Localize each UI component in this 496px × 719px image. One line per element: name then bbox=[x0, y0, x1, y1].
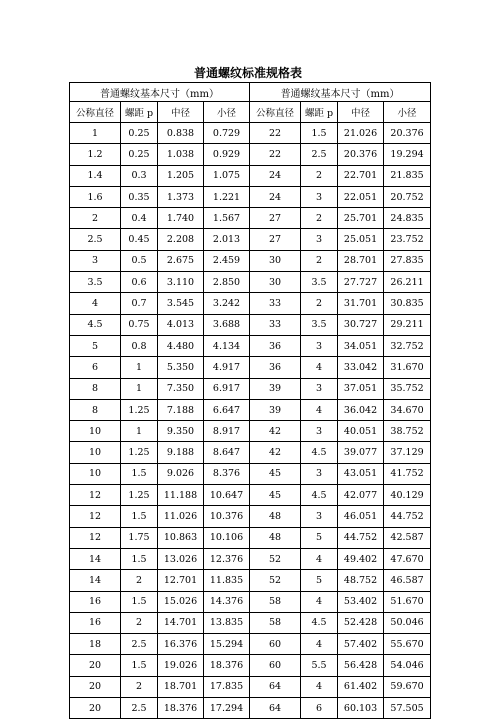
table-cell: 60.103 bbox=[338, 698, 384, 719]
table-cell: 52 bbox=[250, 570, 301, 591]
table-cell: 2 bbox=[121, 676, 158, 697]
table-cell: 33.042 bbox=[338, 357, 384, 378]
table-cell: 61.402 bbox=[338, 676, 384, 697]
table-cell: 3 bbox=[301, 229, 338, 250]
table-cell: 58 bbox=[250, 612, 301, 633]
table-cell: 1 bbox=[121, 357, 158, 378]
table-row bbox=[70, 123, 431, 144]
table-cell: 3.545 bbox=[158, 293, 204, 314]
table-row bbox=[70, 421, 431, 442]
table-cell: 4 bbox=[301, 591, 338, 612]
table-cell: 14 bbox=[70, 548, 121, 569]
table-cell: 1.038 bbox=[158, 144, 204, 165]
table-cell: 45 bbox=[250, 463, 301, 484]
table-cell: 1.5 bbox=[121, 655, 158, 676]
table-cell: 2.5 bbox=[301, 144, 338, 165]
table-row bbox=[70, 229, 431, 250]
column-header: 公称直径 bbox=[70, 102, 121, 123]
table-cell: 1.25 bbox=[121, 442, 158, 463]
table-cell: 0.4 bbox=[121, 208, 158, 229]
column-header: 小径 bbox=[384, 102, 431, 123]
table-row bbox=[70, 272, 431, 293]
table-cell: 2.5 bbox=[121, 634, 158, 655]
table-cell: 22.051 bbox=[338, 186, 384, 207]
table-cell: 25.701 bbox=[338, 208, 384, 229]
table-cell: 30.835 bbox=[384, 293, 431, 314]
table-cell: 7.350 bbox=[158, 378, 204, 399]
table-cell: 13.835 bbox=[204, 612, 250, 633]
table-row bbox=[70, 357, 431, 378]
table-cell: 54.046 bbox=[384, 655, 431, 676]
table-row bbox=[70, 698, 431, 719]
column-header-row bbox=[70, 102, 431, 123]
table-row bbox=[70, 314, 431, 335]
table-cell: 46.587 bbox=[384, 570, 431, 591]
table-cell: 17.294 bbox=[204, 698, 250, 719]
table-cell: 20 bbox=[70, 655, 121, 676]
table-cell: 0.838 bbox=[158, 123, 204, 144]
table-cell: 1 bbox=[70, 123, 121, 144]
table-cell: 16 bbox=[70, 591, 121, 612]
table-cell: 1.5 bbox=[121, 463, 158, 484]
table-cell: 8 bbox=[70, 399, 121, 420]
table-cell: 3 bbox=[301, 506, 338, 527]
table-cell: 1.075 bbox=[204, 165, 250, 186]
table-cell: 2.5 bbox=[70, 229, 121, 250]
table-cell: 1.4 bbox=[70, 165, 121, 186]
table-cell: 64 bbox=[250, 698, 301, 719]
table-cell: 1.5 bbox=[121, 591, 158, 612]
table-cell: 10 bbox=[70, 421, 121, 442]
table-cell: 3 bbox=[301, 186, 338, 207]
table-cell: 36.042 bbox=[338, 399, 384, 420]
table-cell: 2.013 bbox=[204, 229, 250, 250]
column-header: 公称直径 bbox=[250, 102, 301, 123]
table-row bbox=[70, 548, 431, 569]
table-cell: 18.701 bbox=[158, 676, 204, 697]
table-row bbox=[70, 165, 431, 186]
table-cell: 3 bbox=[301, 378, 338, 399]
table-cell: 3 bbox=[301, 421, 338, 442]
table-cell: 45 bbox=[250, 485, 301, 506]
table-cell: 18.376 bbox=[158, 698, 204, 719]
table-cell: 48 bbox=[250, 506, 301, 527]
table-cell: 1.205 bbox=[158, 165, 204, 186]
table-cell: 2 bbox=[301, 165, 338, 186]
table-cell: 5.350 bbox=[158, 357, 204, 378]
column-header: 小径 bbox=[204, 102, 250, 123]
table-cell: 1.2 bbox=[70, 144, 121, 165]
table-cell: 8.647 bbox=[204, 442, 250, 463]
table-cell: 20 bbox=[70, 698, 121, 719]
table-cell: 10 bbox=[70, 463, 121, 484]
table-cell: 18.376 bbox=[204, 655, 250, 676]
table-cell: 1.5 bbox=[121, 548, 158, 569]
table-cell: 8.917 bbox=[204, 421, 250, 442]
table-cell: 20 bbox=[70, 676, 121, 697]
table-cell: 4.5 bbox=[70, 314, 121, 335]
table-cell: 12 bbox=[70, 527, 121, 548]
table-cell: 22.701 bbox=[338, 165, 384, 186]
table-cell: 10.647 bbox=[204, 485, 250, 506]
table-cell: 18 bbox=[70, 634, 121, 655]
table-row bbox=[70, 527, 431, 548]
table-cell: 28.701 bbox=[338, 250, 384, 271]
table-cell: 2.208 bbox=[158, 229, 204, 250]
table-cell: 0.25 bbox=[121, 144, 158, 165]
table-cell: 0.6 bbox=[121, 272, 158, 293]
table-cell: 1.25 bbox=[121, 485, 158, 506]
page-title: 普通螺纹标准规格表 bbox=[193, 66, 302, 80]
table-cell: 0.75 bbox=[121, 314, 158, 335]
table-cell: 6 bbox=[70, 357, 121, 378]
table-cell: 42.077 bbox=[338, 485, 384, 506]
table-cell: 1.5 bbox=[121, 506, 158, 527]
table-cell: 40.129 bbox=[384, 485, 431, 506]
table-cell: 2.850 bbox=[204, 272, 250, 293]
table-cell: 39.077 bbox=[338, 442, 384, 463]
table-cell: 15.294 bbox=[204, 634, 250, 655]
table-cell: 52.428 bbox=[338, 612, 384, 633]
table-cell: 2 bbox=[121, 612, 158, 633]
table-cell: 19.294 bbox=[384, 144, 431, 165]
table-cell: 4.480 bbox=[158, 335, 204, 356]
thread-spec-table bbox=[69, 82, 431, 719]
table-cell: 9.026 bbox=[158, 463, 204, 484]
table-cell: 37.129 bbox=[384, 442, 431, 463]
table-cell: 26.211 bbox=[384, 272, 431, 293]
table-cell: 8.376 bbox=[204, 463, 250, 484]
table-cell: 11.835 bbox=[204, 570, 250, 591]
table-cell: 21.026 bbox=[338, 123, 384, 144]
table-cell: 64 bbox=[250, 676, 301, 697]
table-cell: 3 bbox=[70, 250, 121, 271]
table-cell: 4.013 bbox=[158, 314, 204, 335]
table-cell: 3.242 bbox=[204, 293, 250, 314]
table-cell: 19.026 bbox=[158, 655, 204, 676]
table-cell: 1.5 bbox=[301, 123, 338, 144]
table-row bbox=[70, 293, 431, 314]
table-cell: 31.670 bbox=[384, 357, 431, 378]
table-cell: 4 bbox=[301, 399, 338, 420]
table-cell: 30 bbox=[250, 250, 301, 271]
table-cell: 2 bbox=[301, 208, 338, 229]
table-cell: 34.051 bbox=[338, 335, 384, 356]
table-cell: 0.3 bbox=[121, 165, 158, 186]
table-cell: 1.221 bbox=[204, 186, 250, 207]
table-cell: 4.5 bbox=[301, 442, 338, 463]
table-cell: 3 bbox=[301, 335, 338, 356]
table-cell: 10.376 bbox=[204, 506, 250, 527]
table-cell: 42 bbox=[250, 421, 301, 442]
table-row bbox=[70, 655, 431, 676]
table-cell: 0.25 bbox=[121, 123, 158, 144]
table-cell: 36 bbox=[250, 357, 301, 378]
table-cell: 15.026 bbox=[158, 591, 204, 612]
table-cell: 59.670 bbox=[384, 676, 431, 697]
table-row bbox=[70, 634, 431, 655]
group-header-row bbox=[70, 83, 431, 102]
table-row bbox=[70, 442, 431, 463]
table-cell: 4 bbox=[301, 634, 338, 655]
table-cell: 46.051 bbox=[338, 506, 384, 527]
table-cell: 16.376 bbox=[158, 634, 204, 655]
column-header: 螺距 p bbox=[301, 102, 338, 123]
table-cell: 50.046 bbox=[384, 612, 431, 633]
table-cell: 21.835 bbox=[384, 165, 431, 186]
table-cell: 4.5 bbox=[301, 612, 338, 633]
table-cell: 1.567 bbox=[204, 208, 250, 229]
table-cell: 11.188 bbox=[158, 485, 204, 506]
table-cell: 2.5 bbox=[121, 698, 158, 719]
table-cell: 0.45 bbox=[121, 229, 158, 250]
table-cell: 6.917 bbox=[204, 378, 250, 399]
table-cell: 12.376 bbox=[204, 548, 250, 569]
group-header-right: 普通螺纹基本尺寸（mm） bbox=[250, 83, 431, 102]
table-cell: 2.675 bbox=[158, 250, 204, 271]
table-cell: 40.051 bbox=[338, 421, 384, 442]
table-cell: 31.701 bbox=[338, 293, 384, 314]
table-cell: 36 bbox=[250, 335, 301, 356]
table-cell: 30.727 bbox=[338, 314, 384, 335]
table-cell: 12 bbox=[70, 485, 121, 506]
table-cell: 3.5 bbox=[301, 272, 338, 293]
table-cell: 44.752 bbox=[384, 506, 431, 527]
table-cell: 42 bbox=[250, 442, 301, 463]
table-cell: 14.701 bbox=[158, 612, 204, 633]
table-cell: 17.835 bbox=[204, 676, 250, 697]
table-cell: 20.752 bbox=[384, 186, 431, 207]
table-cell: 24 bbox=[250, 165, 301, 186]
table-cell: 57.402 bbox=[338, 634, 384, 655]
table-cell: 37.051 bbox=[338, 378, 384, 399]
table-cell: 58 bbox=[250, 591, 301, 612]
table-cell: 1.25 bbox=[121, 399, 158, 420]
table-cell: 43.051 bbox=[338, 463, 384, 484]
table-cell: 3.5 bbox=[301, 314, 338, 335]
table-cell: 13.026 bbox=[158, 548, 204, 569]
table-cell: 0.7 bbox=[121, 293, 158, 314]
table-cell: 0.929 bbox=[204, 144, 250, 165]
table-cell: 2 bbox=[70, 208, 121, 229]
table-row bbox=[70, 208, 431, 229]
table-row bbox=[70, 250, 431, 271]
table-cell: 2.459 bbox=[204, 250, 250, 271]
table-cell: 2 bbox=[301, 293, 338, 314]
table-cell: 33 bbox=[250, 314, 301, 335]
table-cell: 49.402 bbox=[338, 548, 384, 569]
column-header: 螺距 p bbox=[121, 102, 158, 123]
table-cell: 30 bbox=[250, 272, 301, 293]
table-cell: 2 bbox=[121, 570, 158, 591]
table-cell: 4 bbox=[301, 548, 338, 569]
table-cell: 57.505 bbox=[384, 698, 431, 719]
table-cell: 3 bbox=[301, 463, 338, 484]
table-cell: 55.670 bbox=[384, 634, 431, 655]
table-cell: 27.727 bbox=[338, 272, 384, 293]
table-cell: 44.752 bbox=[338, 527, 384, 548]
table-row bbox=[70, 676, 431, 697]
table-cell: 1.740 bbox=[158, 208, 204, 229]
table-row bbox=[70, 485, 431, 506]
table-cell: 12.701 bbox=[158, 570, 204, 591]
table-cell: 56.428 bbox=[338, 655, 384, 676]
table-cell: 20.376 bbox=[338, 144, 384, 165]
table-cell: 41.752 bbox=[384, 463, 431, 484]
table-cell: 52 bbox=[250, 548, 301, 569]
table-cell: 47.670 bbox=[384, 548, 431, 569]
table-cell: 9.350 bbox=[158, 421, 204, 442]
table-cell: 6.647 bbox=[204, 399, 250, 420]
table-cell: 14 bbox=[70, 570, 121, 591]
table-cell: 14.376 bbox=[204, 591, 250, 612]
table-cell: 9.188 bbox=[158, 442, 204, 463]
table-cell: 10 bbox=[70, 442, 121, 463]
table-cell: 1.373 bbox=[158, 186, 204, 207]
table-cell: 32.752 bbox=[384, 335, 431, 356]
table-cell: 1.6 bbox=[70, 186, 121, 207]
table-cell: 24.835 bbox=[384, 208, 431, 229]
table-body bbox=[70, 123, 431, 719]
table-cell: 25.051 bbox=[338, 229, 384, 250]
table-cell: 16 bbox=[70, 612, 121, 633]
table-cell: 3.110 bbox=[158, 272, 204, 293]
table-cell: 0.8 bbox=[121, 335, 158, 356]
table-cell: 10.863 bbox=[158, 527, 204, 548]
table-cell: 8 bbox=[70, 378, 121, 399]
table-cell: 3.5 bbox=[70, 272, 121, 293]
table-cell: 0.729 bbox=[204, 123, 250, 144]
column-header: 中径 bbox=[338, 102, 384, 123]
table-cell: 34.670 bbox=[384, 399, 431, 420]
table-cell: 10.106 bbox=[204, 527, 250, 548]
table-cell: 33 bbox=[250, 293, 301, 314]
table-cell: 60 bbox=[250, 655, 301, 676]
table-row bbox=[70, 335, 431, 356]
table-cell: 5 bbox=[70, 335, 121, 356]
table-cell: 4 bbox=[301, 357, 338, 378]
table-row bbox=[70, 186, 431, 207]
table-cell: 5 bbox=[301, 527, 338, 548]
table-cell: 22 bbox=[250, 144, 301, 165]
table-cell: 1 bbox=[121, 421, 158, 442]
table-row bbox=[70, 570, 431, 591]
table-cell: 4.134 bbox=[204, 335, 250, 356]
table-cell: 48.752 bbox=[338, 570, 384, 591]
table-cell: 38.752 bbox=[384, 421, 431, 442]
table-cell: 22 bbox=[250, 123, 301, 144]
table-cell: 6 bbox=[301, 698, 338, 719]
column-header: 中径 bbox=[158, 102, 204, 123]
table-row bbox=[70, 612, 431, 633]
table-cell: 2 bbox=[301, 250, 338, 271]
table-cell: 24 bbox=[250, 186, 301, 207]
table-cell: 39 bbox=[250, 378, 301, 399]
table-cell: 53.402 bbox=[338, 591, 384, 612]
table-cell: 4.917 bbox=[204, 357, 250, 378]
table-cell: 4.5 bbox=[301, 485, 338, 506]
table-cell: 4 bbox=[70, 293, 121, 314]
table-row bbox=[70, 144, 431, 165]
table-row bbox=[70, 506, 431, 527]
table-cell: 0.35 bbox=[121, 186, 158, 207]
table-cell: 29.211 bbox=[384, 314, 431, 335]
table-cell: 35.752 bbox=[384, 378, 431, 399]
table-cell: 27.835 bbox=[384, 250, 431, 271]
table-cell: 12 bbox=[70, 506, 121, 527]
table-cell: 42.587 bbox=[384, 527, 431, 548]
table-cell: 0.5 bbox=[121, 250, 158, 271]
table-cell: 1 bbox=[121, 378, 158, 399]
table-cell: 5 bbox=[301, 570, 338, 591]
table-cell: 11.026 bbox=[158, 506, 204, 527]
table-cell: 27 bbox=[250, 208, 301, 229]
table-row bbox=[70, 399, 431, 420]
table-cell: 1.75 bbox=[121, 527, 158, 548]
table-cell: 27 bbox=[250, 229, 301, 250]
group-header-left: 普通螺纹基本尺寸（mm） bbox=[70, 83, 250, 102]
table-cell: 39 bbox=[250, 399, 301, 420]
table-row bbox=[70, 591, 431, 612]
table-cell: 23.752 bbox=[384, 229, 431, 250]
table-cell: 5.5 bbox=[301, 655, 338, 676]
table-cell: 60 bbox=[250, 634, 301, 655]
table-cell: 3.688 bbox=[204, 314, 250, 335]
table-row bbox=[70, 463, 431, 484]
table-cell: 51.670 bbox=[384, 591, 431, 612]
table-cell: 4 bbox=[301, 676, 338, 697]
table-cell: 7.188 bbox=[158, 399, 204, 420]
table-cell: 48 bbox=[250, 527, 301, 548]
table-cell: 20.376 bbox=[384, 123, 431, 144]
table-row bbox=[70, 378, 431, 399]
